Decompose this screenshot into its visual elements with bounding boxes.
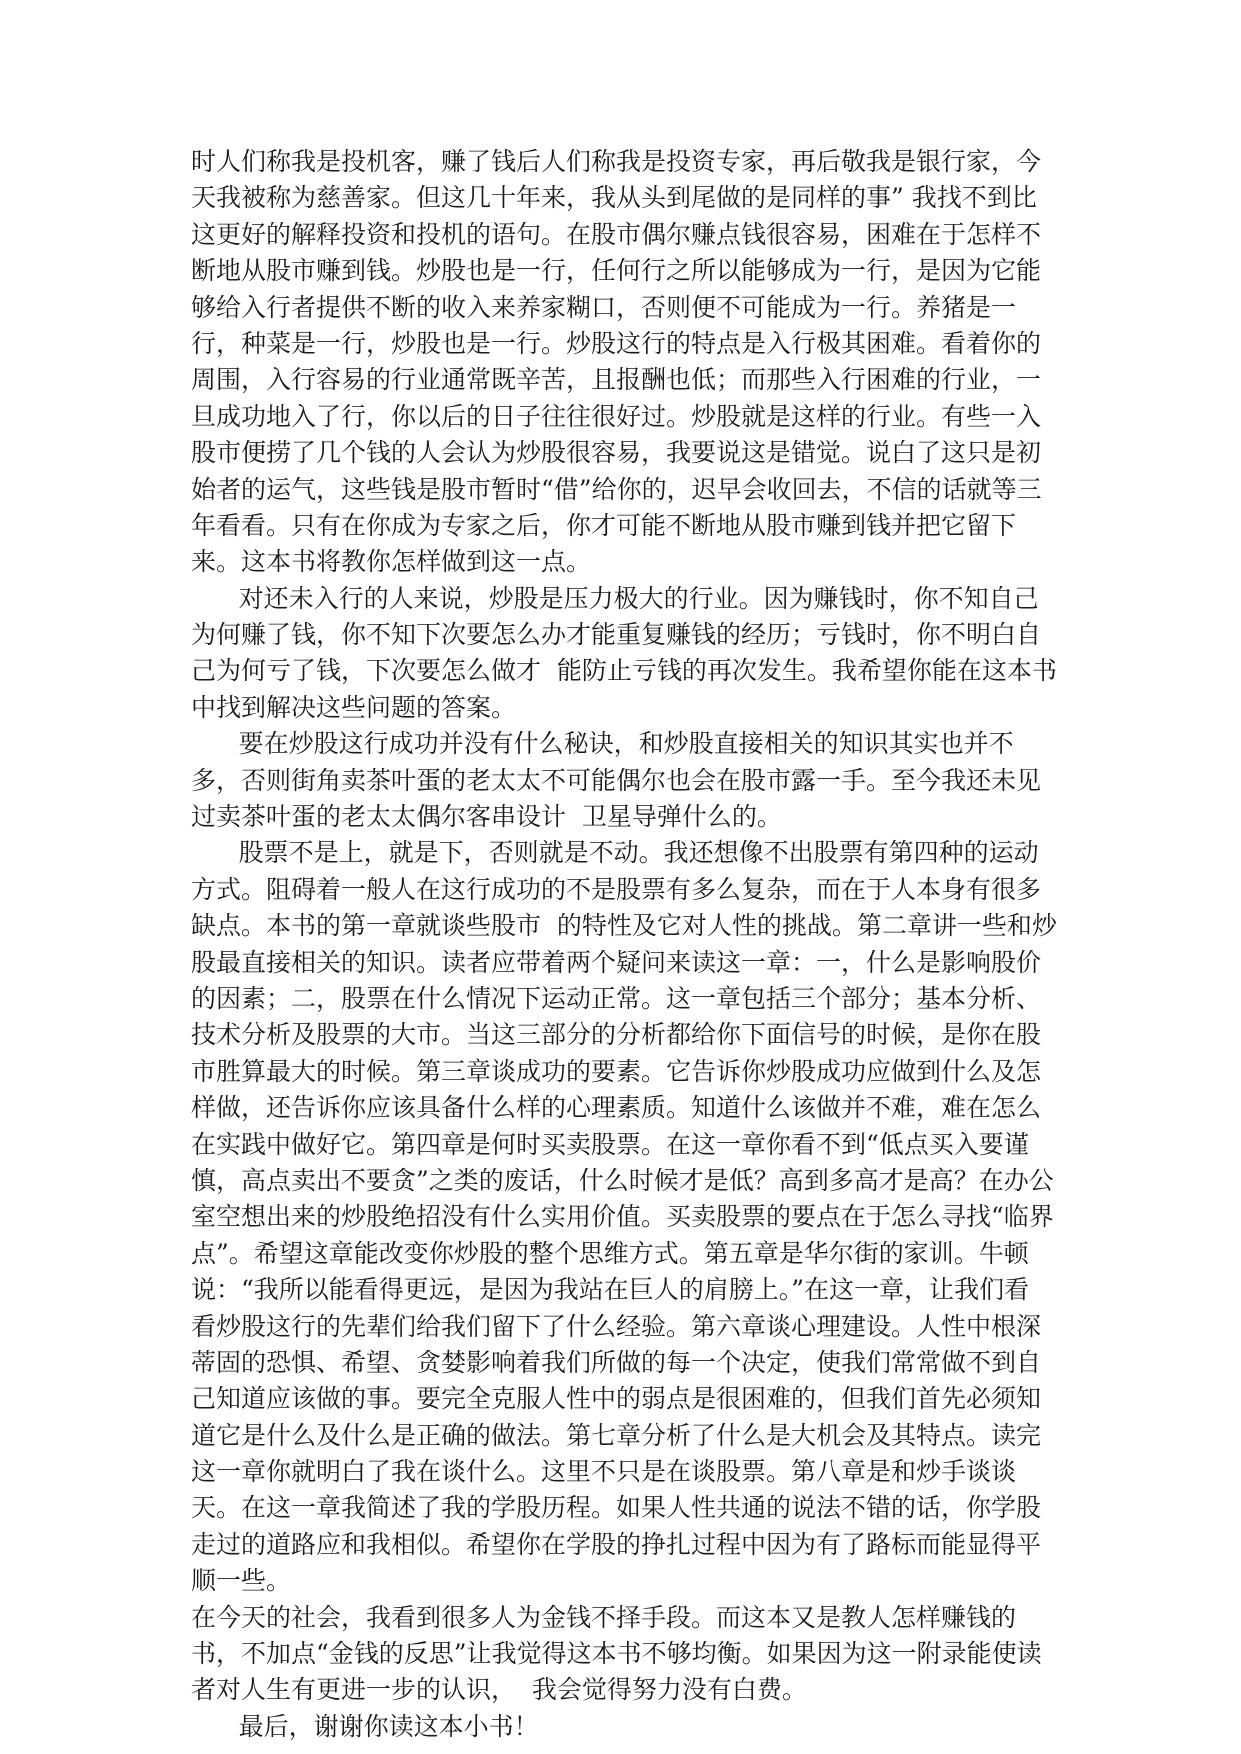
text-line: 顺一些。 [191,1566,292,1596]
text-line: 缺点。本书的第一章就谈些股市 的特性及它对人性的挑战。第二章讲一些和炒 [191,911,1057,941]
text-line: 始者的运气，这些钱是股市暂时“借”给你的，迟早会收回去，不信的话就等三 [191,474,1042,504]
text-line: 市胜算最大的时候。第三章谈成功的要素。它告诉你炒股成功应做到什么及怎 [191,1056,1042,1086]
text-line: 看炒股这行的先辈们给我们留下了什么经验。第六章谈心理建设。人性中根深 [191,1311,1042,1341]
text-line: 在实践中做好它。第四章是何时买卖股票。在这一章你看不到“低点买入要谨 [191,1129,1029,1159]
text-line: 方式。阻碍着一般人在这行成功的不是股票有多么复杂，而在于人本身有很多 [191,874,1042,904]
text-line: 够给入行者提供不断的收入来养家糊口，否则便不可能成为一行。养猪是一 [191,292,1017,322]
text-line: 股最直接相关的知识。读者应带着两个疑问来读这一章：一，什么是影响股价 [191,947,1042,977]
text-line: 为何赚了钱，你不知下次要怎么办才能重复赚钱的经历；亏钱时，你不明白自 [191,620,1042,650]
text-line: 己为何亏了钱，下次要怎么做才 能防止亏钱的再次发生。我希望你能在这本书 [191,656,1057,686]
text-line: 的因素；二，股票在什么情况下运动正常。这一章包括三个部分；基本分析、 [191,983,1042,1013]
text-line: 天。在这一章我简述了我的学股历程。如果人性共通的说法不错的话，你学股 [191,1493,1042,1523]
text-line: 股市便捞了几个钱的人会认为炒股很容易，我要说这是错觉。说白了这只是初 [191,438,1042,468]
text-line: 己知道应该做的事。要完全克服人性中的弱点是很困难的，但我们首先必须知 [191,1384,1042,1414]
text-line: 说：“我所以能看得更远，是因为我站在巨人的肩膀上。”在这一章，让我们看 [191,1275,1030,1305]
text-line: 周围，入行容易的行业通常既辛苦，且报酬也低；而那些入行困难的行业，一 [191,365,1042,395]
text-line: 者对人生有更进一步的认识， 我会觉得努力没有白费。 [191,1675,807,1705]
text-line: 多，否则街角卖茶叶蛋的老太太不可能偶尔也会在股市露一手。至今我还未见 [191,765,1042,795]
text-line: 这更好的解释投资和投机的语句。在股市偶尔赚点钱很容易，困难在于怎样不 [191,219,1042,249]
text-line: 过卖茶叶蛋的老太太偶尔客串设计 卫星导弹什么的。 [191,802,782,832]
text-line: 样做，还告诉你应该具备什么样的心理素质。知道什么该做并不难，难在怎么 [191,1093,1042,1123]
text-line: 道它是什么及什么是正确的做法。第七章分析了什么是大机会及其特点。读完 [191,1420,1042,1450]
text-line: 对还未入行的人来说，炒股是压力极大的行业。因为赚钱时，你不知自己 [191,583,1039,613]
text-line: 时人们称我是投机客，赚了钱后人们称我是投资专家，再后敬我是银行家，今 [191,147,1042,176]
text-line: 年看看。只有在你成为专家之后，你才可能不断地从股市赚到钱并把它留下 [191,510,1017,540]
text-line: 断地从股市赚到钱。炒股也是一行，任何行之所以能够成为一行，是因为它能 [191,256,1042,286]
text-line: 行，种菜是一行，炒股也是一行。炒股这行的特点是入行极其困难。看着你的 [191,328,1042,358]
text-line: 中找到解决这些问题的答案。 [191,692,517,722]
text-line: 室空想出来的炒股绝招没有什么实用价值。买卖股票的要点在于怎么寻找“临界 [191,1202,1054,1232]
text-line: 来。这本书将教你怎样做到这一点。 [191,547,592,577]
text-line: 要在炒股这行成功并没有什么秘诀，和炒股直接相关的知识其实也并不 [191,729,1014,759]
text-line: 在今天的社会，我看到很多人为金钱不择手段。而这本又是教人怎样赚钱的 [191,1602,1017,1632]
text-line: 旦成功地入了行，你以后的日子往往很好过。炒股就是这样的行业。有些一入 [191,401,1042,431]
text-line: 慎，高点卖出不要贪”之类的废话，什么时候才是低？高到多高才是高？在办公 [191,1165,1054,1195]
text-line: 这一章你就明白了我在谈什么。这里不只是在谈股票。第八章是和炒手谈谈 [191,1457,1017,1487]
text-line: 技术分析及股票的大市。当这三部分的分析都给你下面信号的时候，是你在股 [191,1020,1042,1050]
document-body [191,144,1071,1745]
text-line: 天我被称为慈善家。但这几十年来，我从头到尾做的是同样的事” 我找不到比 [191,183,1037,213]
text-line: 书，不加点“金钱的反思”让我觉得这本书不够均衡。如果因为这一附录能使读 [191,1639,1042,1669]
text-line: 股票不是上，就是下，否则就是不动。我还想像不出股票有第四种的运动 [191,838,1039,868]
text-line: 点”。希望这章能改变你炒股的整个思维方式。第五章是华尔街的家训。牛顿 [191,1238,1029,1268]
text-line: 蒂固的恐惧、希望、贪婪影响着我们所做的每一个决定，使我们常常做不到自 [191,1347,1042,1377]
text-line: 最后，谢谢你读这本小书！ [191,1711,539,1741]
text-line: 走过的道路应和我相似。希望你在学股的挣扎过程中因为有了路标而能显得平 [191,1529,1042,1559]
